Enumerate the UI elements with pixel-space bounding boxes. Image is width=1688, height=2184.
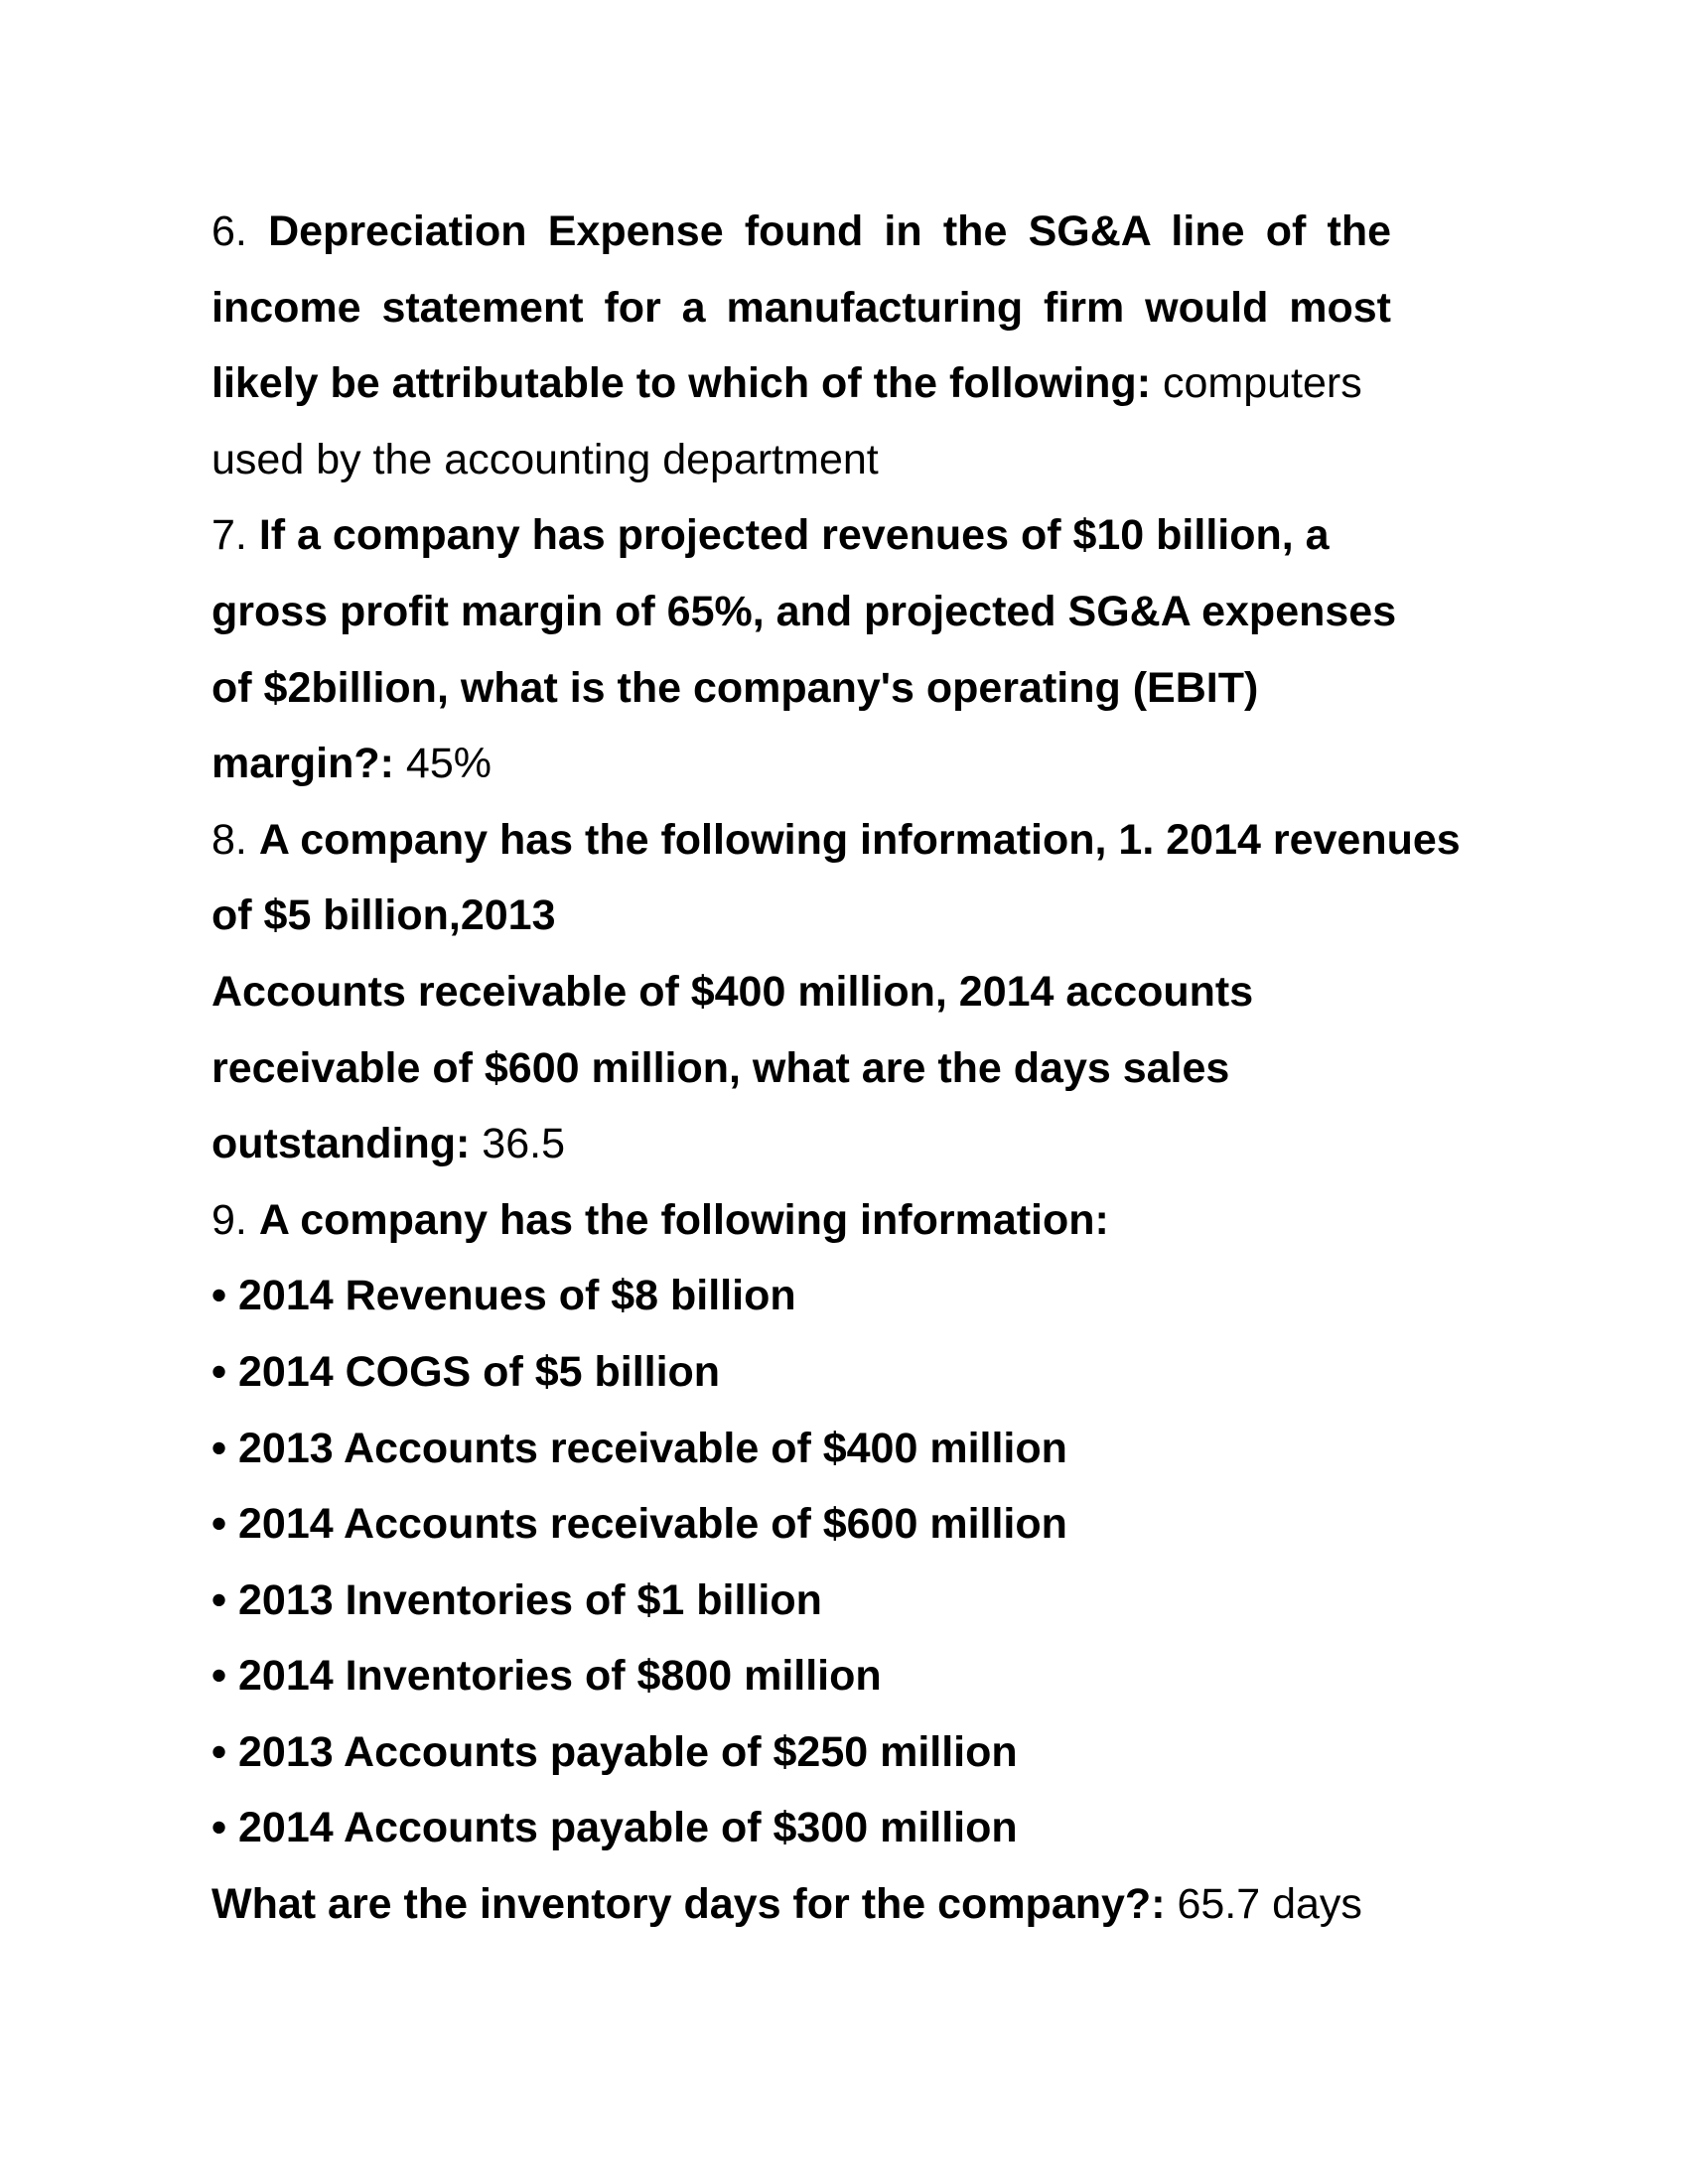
document-page: [211, 194, 1482, 1943]
question-7: [211, 497, 1482, 801]
bullet-item: • 2014 Accounts receivable of $600 million: [211, 1500, 1067, 1549]
bullet-item: • 2013 Accounts payable of $250 million: [211, 1727, 1018, 1776]
question-7-line-4: margin?: 45%: [211, 740, 492, 788]
question-8-line-5: outstanding: 36.5: [211, 1120, 565, 1168]
bullet-item: • 2014 Inventories of $800 million: [211, 1652, 882, 1701]
question-6-line-3: likely be attributable to which of the following: computers: [211, 359, 1362, 408]
question-7-line-1: 7. If a company has projected revenues of $10 billion, a: [211, 511, 1330, 560]
question-9-question: What are the inventory days for the company?: 65.7 days: [211, 1880, 1362, 1929]
question-8-answer: 36.5: [482, 1120, 565, 1168]
bullet-item: • 2014 COGS of $5 billion: [211, 1347, 721, 1396]
question-6-line-2: income statement for a manufacturing firm would most: [211, 283, 1391, 332]
question-9-answer: 65.7 days: [1177, 1880, 1362, 1929]
question-9-intro: 9. A company has the following information:: [211, 1195, 1109, 1244]
question-7-line-3: of $2billion, what is the company's operating (EBIT): [211, 663, 1259, 712]
question-6-answer-continued: used by the accounting department: [211, 435, 879, 483]
question-9-number: 9.: [211, 1195, 247, 1244]
question-8-line-1: 8. A company has the following information, 1. 2014 revenues: [211, 815, 1461, 864]
bullet-item: • 2013 Accounts receivable of $400 million: [211, 1424, 1067, 1472]
question-8-line-2: of $5 billion,2013: [211, 891, 556, 940]
question-9: [211, 1182, 1482, 1943]
question-6-number: 6.: [211, 207, 247, 255]
question-6: [211, 194, 1482, 497]
bullet-item: • 2014 Revenues of $8 billion: [211, 1272, 796, 1320]
question-8-line-4: receivable of $600 million, what are the days sales: [211, 1043, 1230, 1092]
question-8-number: 8.: [211, 815, 247, 864]
question-6-answer: computers: [1162, 359, 1362, 408]
question-6-line-1: 6. Depreciation Expense found in the SG&A line of the: [211, 207, 1392, 255]
question-8: [211, 802, 1482, 1182]
question-7-answer: 45%: [405, 740, 492, 788]
question-7-number: 7.: [211, 511, 247, 560]
bullet-item: • 2013 Inventories of $1 billion: [211, 1575, 822, 1624]
question-8-line-3: Accounts receivable of $400 million, 2014 accounts: [211, 967, 1254, 1016]
bullet-item: • 2014 Accounts payable of $300 million: [211, 1804, 1018, 1852]
question-7-line-2: gross profit margin of 65%, and projected SG&A expenses: [211, 587, 1397, 635]
